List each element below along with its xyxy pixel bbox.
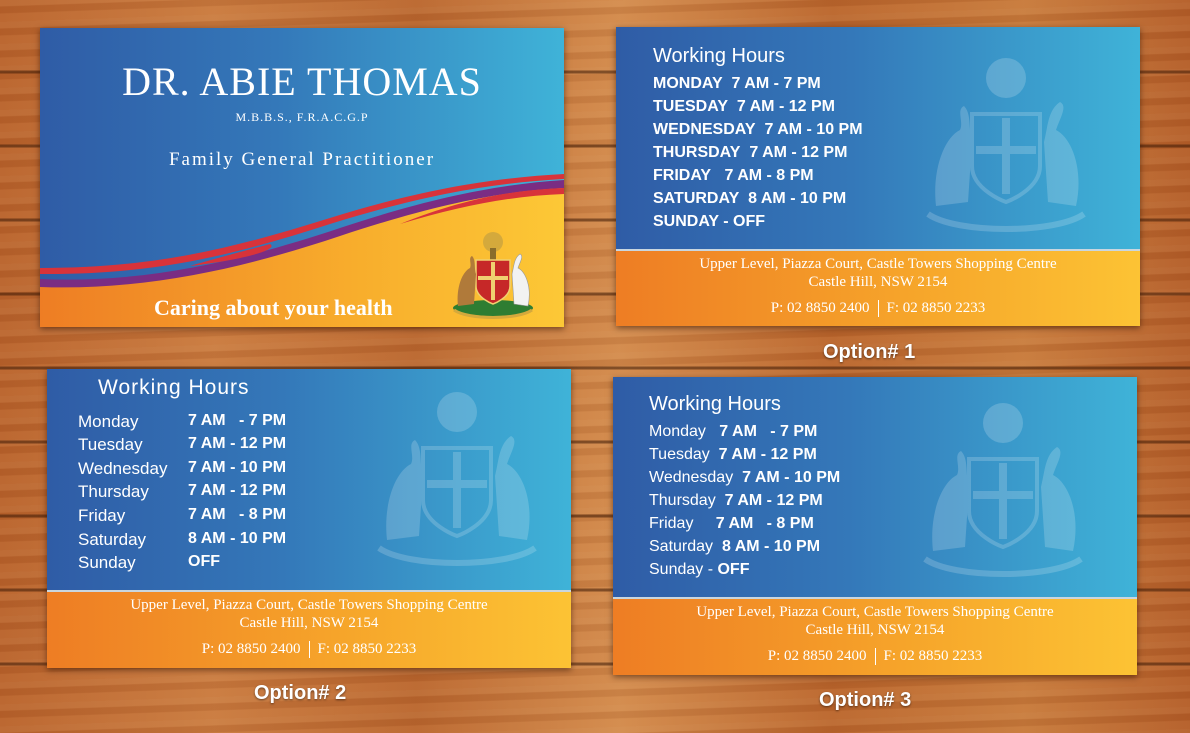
contact-strip [47,590,571,668]
phone-fax-line: P: 02 8850 2400 F: 02 8850 2233 [770,300,986,316]
practitioner-title: Family General Practitioner [168,149,436,170]
coat-of-arms-icon [448,228,538,320]
time-thursday: 7 AM - 12 PM [188,482,287,499]
address-line1: Upper Level, Piazza Court, Castle Towers Shopping Centre [699,256,1057,272]
day-sunday: Sunday [78,553,136,572]
watermark-crest-icon [913,392,1093,582]
hours-row-saturday: Saturday 8 AM - 10 PM [649,538,821,555]
hours-row-monday: Monday 7 AM - 7 PM [649,423,818,440]
hours-row-friday: FRIDAY 7 AM - 8 PM [653,167,814,184]
hours-row-sunday: Sunday - OFF [649,561,750,578]
hours-row-thursday: Thursday 7 AM - 12 PM [649,492,823,509]
doctor-name: DR. ABIE THOMAS [122,59,482,104]
day-thursday: Thursday [78,482,149,501]
hours-row-wednesday: WEDNESDAY 7 AM - 10 PM [653,121,863,138]
option3-label: Option# 3 [819,689,912,711]
day-saturday: Saturday [78,530,147,549]
working-hours-heading: Working Hours [98,376,250,399]
time-friday: 7 AM - 8 PM [188,506,287,523]
watermark-crest-icon [916,47,1096,237]
hours-row-monday: MONDAY 7 AM - 7 PM [653,75,821,92]
hours-row-tuesday: Tuesday 7 AM - 12 PM [649,446,817,463]
address-line1: Upper Level, Piazza Court, Castle Towers Shopping Centre [130,597,488,613]
contact-strip [616,249,1140,326]
day-wednesday: Wednesday [78,459,168,478]
hours-row-thursday: THURSDAY 7 AM - 12 PM [653,144,848,161]
time-saturday: 8 AM - 10 PM [188,530,287,547]
address-line1: Upper Level, Piazza Court, Castle Towers Shopping Centre [696,604,1054,620]
time-tuesday: 7 AM - 12 PM [188,435,287,452]
watermark-crest-icon [367,381,547,571]
phone-fax-line: P: 02 8850 2400 F: 02 8850 2233 [767,648,983,664]
option1-label: Option# 1 [823,341,916,363]
hours-row-friday: Friday 7 AM - 8 PM [649,515,814,532]
option3-card [613,377,1137,675]
tagline: Caring about your health [154,295,393,320]
address-line2: Castle Hill, NSW 2154 [805,622,945,638]
address-line2: Castle Hill, NSW 2154 [239,615,379,631]
option2-card [47,369,571,668]
credentials: M.B.B.S., F.R.A.C.G.P [235,110,369,124]
time-wednesday: 7 AM - 10 PM [188,459,287,476]
hours-row-saturday: SATURDAY 8 AM - 10 PM [653,190,847,207]
time-monday: 7 AM - 7 PM [188,412,287,429]
hours-row-sunday: SUNDAY - OFF [653,213,766,230]
option2-label: Option# 2 [254,682,347,704]
day-friday: Friday [78,506,126,525]
hours-row-wednesday: Wednesday 7 AM - 10 PM [649,469,841,486]
hours-row-tuesday: TUESDAY 7 AM - 12 PM [653,98,835,115]
contact-strip [613,597,1137,675]
address-line2: Castle Hill, NSW 2154 [808,274,948,290]
working-hours-heading: Working Hours [649,393,781,415]
working-hours-heading: Working Hours [653,45,785,67]
time-sunday: OFF [188,553,220,570]
day-monday: Monday [78,412,139,431]
front-card [40,28,564,327]
option1-card [616,27,1140,326]
phone-fax-line: P: 02 8850 2400 F: 02 8850 2233 [201,641,417,657]
day-tuesday: Tuesday [78,435,143,454]
